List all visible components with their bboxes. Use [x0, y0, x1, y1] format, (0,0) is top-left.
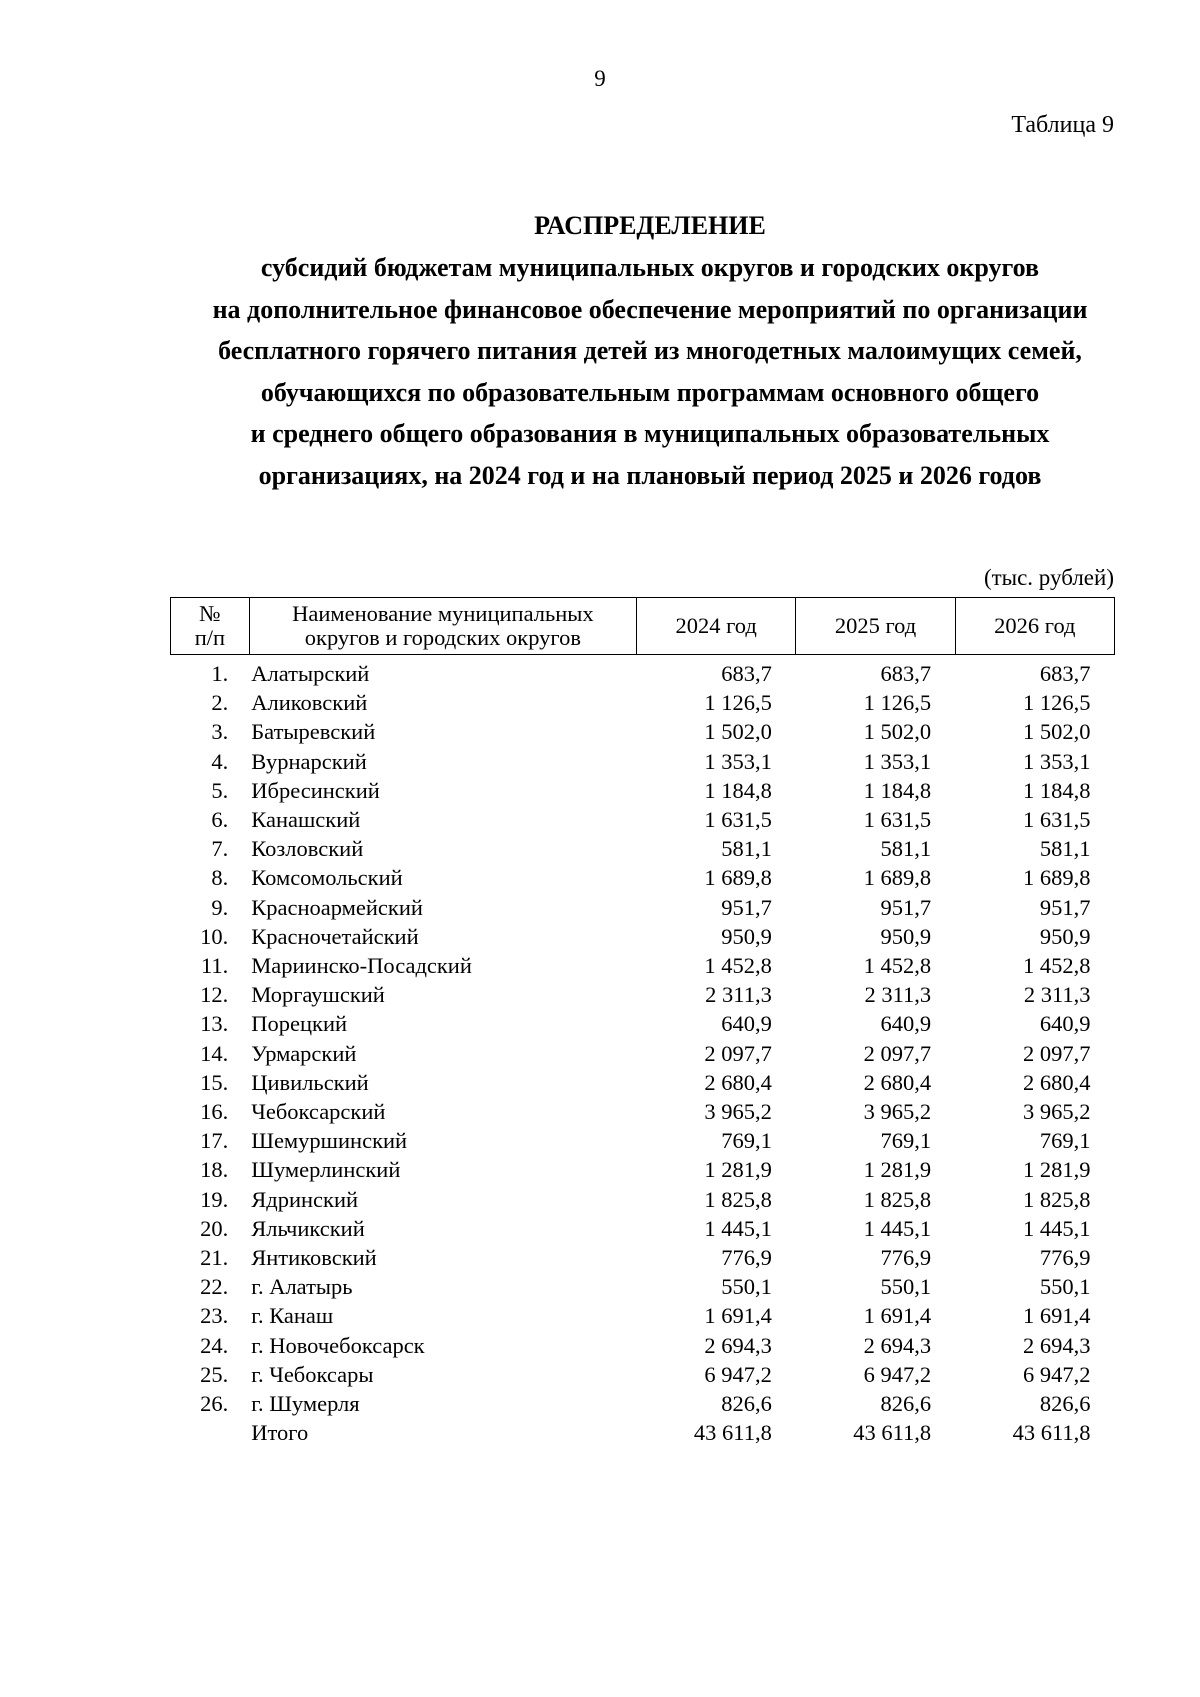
document-title: [100, 205, 1200, 496]
value-2026: 769,1: [1039, 1128, 1091, 1154]
row-number: 22.: [200, 1274, 229, 1300]
header-name-line: округов и городских округов: [304, 625, 581, 650]
value-2026: 1 126,5: [1023, 690, 1091, 716]
table-header-row: [171, 598, 1115, 655]
value-2025: 1 445,1: [863, 1215, 932, 1241]
title-line: и среднего общего образования в муниципальных образовательных: [250, 419, 1050, 448]
table-row: [171, 717, 1115, 746]
header-2025: 2025 год: [796, 598, 955, 655]
value-2024: 1 825,8: [704, 1186, 772, 1212]
table-row: [171, 1301, 1115, 1330]
value-2024: 3 965,2: [704, 1099, 772, 1125]
header-number-line: п/п: [194, 625, 226, 650]
value-2025: 951,7: [880, 894, 932, 920]
header-number: [171, 598, 250, 655]
row-number: 20.: [200, 1215, 229, 1241]
row-number: 14.: [200, 1040, 229, 1066]
row-number: 17.: [200, 1128, 229, 1154]
table-label: Таблица 9: [1011, 112, 1114, 138]
table-row: [171, 1214, 1115, 1243]
value-2025: 1 353,1: [863, 748, 932, 774]
municipality-name: Янтиковский: [251, 1245, 377, 1271]
value-2026: 1 631,5: [1023, 807, 1091, 833]
row-number: 9.: [211, 894, 229, 920]
value-2024: 1 126,5: [704, 690, 772, 716]
table-row: [171, 1126, 1115, 1155]
municipality-name: Шумерлинский: [251, 1157, 401, 1183]
value-2026: 683,7: [1039, 661, 1091, 686]
value-2025: 950,9: [880, 923, 932, 949]
value-2025: 769,1: [880, 1128, 932, 1154]
row-number: 19.: [200, 1186, 229, 1212]
row-number: 24.: [200, 1332, 229, 1358]
value-2026: 640,9: [1039, 1011, 1091, 1037]
row-number: 26.: [200, 1391, 229, 1417]
row-number: 12.: [200, 982, 229, 1008]
table-row: [171, 1185, 1115, 1214]
municipality-name: г. Алатырь: [251, 1274, 353, 1300]
title-line: бесплатного горячего питания детей из многодетных малоимущих семей,: [218, 336, 1082, 365]
value-2026: 1 281,9: [1023, 1157, 1091, 1183]
municipality-name: Цивильский: [251, 1069, 369, 1095]
value-2024: 581,1: [721, 836, 772, 862]
value-2026: 1 353,1: [1023, 748, 1091, 774]
row-number: 13.: [200, 1011, 229, 1037]
value-2026: 2 694,3: [1023, 1332, 1091, 1358]
table-row: [171, 1155, 1115, 1184]
value-2025: 6 947,2: [863, 1361, 932, 1387]
value-2026: 2 311,3: [1023, 982, 1091, 1008]
total-label: Итого: [251, 1420, 309, 1446]
municipality-name: Яльчикский: [251, 1215, 365, 1241]
value-2026: 2 680,4: [1023, 1069, 1091, 1095]
municipality-name: Ибресинский: [251, 777, 380, 803]
row-number: 8.: [211, 865, 229, 891]
value-2024: 1 452,8: [704, 953, 772, 979]
total-row: [171, 1418, 1115, 1447]
row-number: 6.: [211, 807, 229, 833]
title-line: организациях, на 2024 год и на плановый период 2025 и 2026 годов: [258, 460, 1042, 490]
header-name: [249, 598, 636, 655]
value-2024: 640,9: [721, 1011, 772, 1037]
table-row: [171, 893, 1115, 922]
value-2026: 826,6: [1039, 1391, 1091, 1417]
value-2025: 1 631,5: [863, 807, 932, 833]
value-2026: 1 825,8: [1023, 1186, 1091, 1212]
row-number: 4.: [211, 748, 229, 774]
distribution-table: [170, 597, 1115, 1447]
value-2026: 6 947,2: [1023, 1361, 1091, 1387]
municipality-name: Порецкий: [251, 1011, 348, 1037]
value-2026: 776,9: [1039, 1245, 1091, 1271]
row-number: 16.: [200, 1099, 229, 1125]
value-2026: 1 184,8: [1023, 777, 1091, 803]
table-row: [171, 1097, 1115, 1126]
municipality-name: г. Шумерля: [251, 1391, 360, 1417]
municipality-name: Батыревский: [251, 719, 376, 745]
value-2025: 1 502,0: [863, 719, 932, 745]
value-2025: 826,6: [880, 1391, 932, 1417]
table-row: [171, 776, 1115, 805]
row-number: 3.: [211, 719, 229, 745]
value-2025: 1 691,4: [863, 1303, 932, 1329]
value-2024: 2 680,4: [704, 1069, 772, 1095]
municipality-name: Мариинско-Посадский: [251, 953, 472, 979]
row-number: 15.: [200, 1069, 229, 1095]
row-number: 18.: [200, 1157, 229, 1183]
value-2024: 1 689,8: [704, 865, 772, 891]
page-number: 9: [594, 66, 606, 91]
value-2025: 2 680,4: [863, 1069, 932, 1095]
total-2024: 43 611,8: [693, 1420, 772, 1446]
value-2025: 2 311,3: [864, 982, 932, 1008]
table-row: [171, 805, 1115, 834]
value-2024: 1 281,9: [704, 1157, 772, 1183]
value-2026: 550,1: [1039, 1274, 1091, 1300]
row-number: 1.: [211, 661, 229, 686]
value-2024: 1 502,0: [704, 719, 772, 745]
header-2024: 2024 год: [637, 598, 796, 655]
value-2026: 1 452,8: [1023, 953, 1091, 979]
municipality-name: Козловский: [251, 836, 364, 862]
value-2025: 581,1: [880, 836, 932, 862]
value-2024: 2 311,3: [705, 982, 772, 1008]
municipality-name: г. Чебоксары: [251, 1361, 374, 1387]
row-number: 7.: [211, 836, 229, 862]
value-2025: 1 281,9: [863, 1157, 932, 1183]
value-2026: 950,9: [1039, 923, 1091, 949]
total-2026: 43 611,8: [1012, 1420, 1091, 1446]
header-name-line: Наименование муниципальных: [292, 601, 594, 626]
row-number: 23.: [200, 1303, 229, 1329]
value-2024: 683,7: [721, 661, 772, 686]
value-2026: 581,1: [1039, 836, 1091, 862]
municipality-name: г. Канаш: [251, 1303, 334, 1329]
table-row: [171, 688, 1115, 717]
table-row: [171, 980, 1115, 1009]
value-2024: 6 947,2: [704, 1361, 772, 1387]
municipality-name: г. Новочебоксарск: [251, 1332, 425, 1358]
row-number: 2.: [211, 690, 229, 716]
value-2025: 1 825,8: [863, 1186, 932, 1212]
table-row: [171, 1068, 1115, 1097]
value-2024: 950,9: [721, 923, 772, 949]
table-row: [171, 655, 1115, 689]
total-2025: 43 611,8: [853, 1420, 932, 1446]
municipality-name: Красночетайский: [251, 923, 419, 949]
value-2026: 1 691,4: [1023, 1303, 1091, 1329]
municipality-name: Комсомольский: [251, 865, 403, 891]
title-main: РАСПРЕДЕЛЕНИЕ: [534, 211, 766, 240]
municipality-name: Красноармейский: [251, 894, 423, 920]
value-2025: 683,7: [880, 661, 932, 686]
municipality-name: Моргаушский: [251, 982, 385, 1008]
value-2025: 776,9: [880, 1245, 932, 1271]
table-row: [171, 1039, 1115, 1068]
value-2025: 1 184,8: [863, 777, 932, 803]
value-2026: 1 445,1: [1023, 1215, 1091, 1241]
value-2024: 550,1: [721, 1274, 772, 1300]
title-line: на дополнительное финансовое обеспечение мероприятий по организации: [212, 294, 1088, 324]
value-2026: 1 689,8: [1023, 865, 1091, 891]
value-2026: 2 097,7: [1023, 1040, 1091, 1066]
value-2024: 951,7: [721, 894, 772, 920]
table-row: [171, 834, 1115, 863]
title-line: обучающихся по образовательным программам основного общего: [260, 377, 1040, 407]
table-row: [171, 1243, 1115, 1272]
table-row: [171, 1389, 1115, 1418]
value-2024: 1 631,5: [704, 807, 772, 833]
municipality-name: Аликовский: [251, 690, 368, 716]
table-row: [171, 922, 1115, 951]
value-2025: 1 452,8: [863, 953, 932, 979]
header-number-line: №: [199, 601, 221, 626]
row-number: 5.: [211, 777, 229, 803]
municipality-name: Урмарский: [251, 1040, 357, 1066]
table-row: [171, 951, 1115, 980]
municipality-name: Чебоксарский: [251, 1099, 386, 1125]
value-2025: 3 965,2: [863, 1099, 932, 1125]
row-number: 21.: [200, 1245, 229, 1271]
value-2024: 1 353,1: [704, 748, 772, 774]
value-2026: 3 965,2: [1023, 1099, 1091, 1125]
table-row: [171, 747, 1115, 776]
row-number: 25.: [200, 1361, 229, 1387]
row-number: 10.: [200, 923, 229, 949]
value-2025: 1 689,8: [863, 865, 932, 891]
value-2025: 550,1: [880, 1274, 932, 1300]
table-body: [171, 655, 1115, 1448]
table-row: [171, 1272, 1115, 1301]
value-2025: 640,9: [880, 1011, 932, 1037]
value-2025: 2 694,3: [863, 1332, 932, 1358]
value-2024: 2 694,3: [704, 1332, 772, 1358]
table-row: [171, 1331, 1115, 1360]
value-2026: 1 502,0: [1023, 719, 1091, 745]
unit-label: (тыс. рублей): [983, 565, 1114, 590]
table-row: [171, 863, 1115, 892]
row-number: 11.: [200, 953, 229, 979]
value-2026: 951,7: [1039, 894, 1091, 920]
value-2025: 1 126,5: [863, 690, 932, 716]
table-row: [171, 1009, 1115, 1038]
header-2026: 2026 год: [955, 598, 1114, 655]
municipality-name: Шемуршинский: [251, 1128, 408, 1154]
total-number-cell: [171, 1418, 250, 1447]
municipality-name: Алатырский: [251, 661, 370, 686]
value-2024: 2 097,7: [704, 1040, 772, 1066]
value-2024: 826,6: [721, 1391, 772, 1417]
municipality-name: Канашский: [251, 807, 361, 833]
value-2024: 1 184,8: [704, 777, 772, 803]
table-row: [171, 1360, 1115, 1389]
value-2024: 776,9: [721, 1245, 772, 1271]
municipality-name: Вурнарский: [251, 748, 367, 774]
value-2024: 1 691,4: [704, 1303, 772, 1329]
value-2024: 1 445,1: [704, 1215, 772, 1241]
value-2024: 769,1: [721, 1128, 772, 1154]
title-line: субсидий бюджетам муниципальных округов и городских округов: [260, 253, 1040, 282]
value-2025: 2 097,7: [863, 1040, 932, 1066]
municipality-name: Ядринский: [251, 1186, 359, 1212]
